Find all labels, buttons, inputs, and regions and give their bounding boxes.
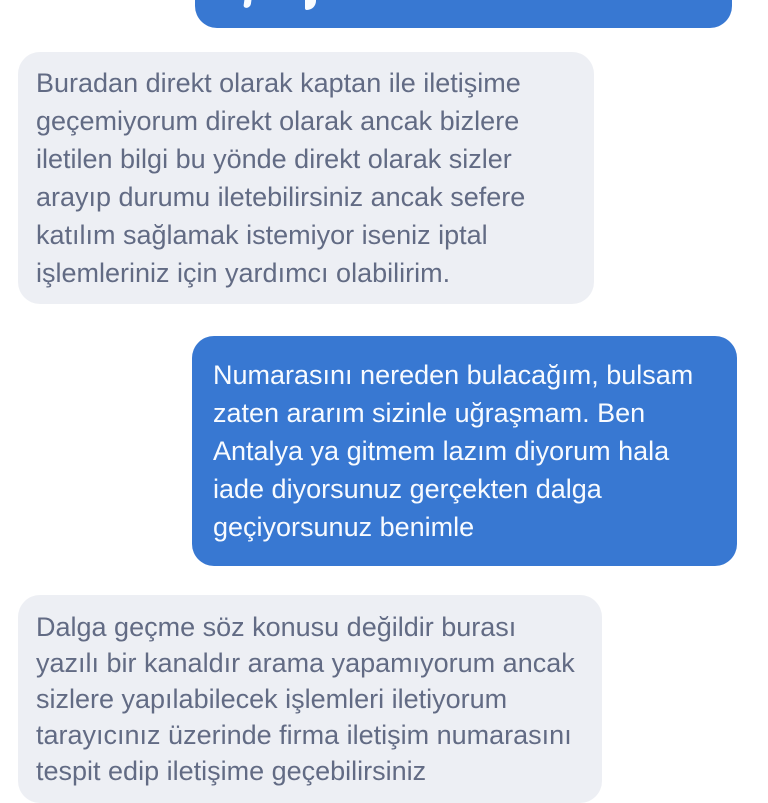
message-line: iletilen bilgi bu yönde direkt olarak sizler (36, 144, 512, 174)
chat-bubble-outgoing[interactable] (192, 336, 737, 566)
cutoff-text-descender (243, 0, 251, 8)
message-line: tespit edip iletişime geçebilirsiniz (36, 756, 427, 786)
message-line: yazılı bir kanaldır arama yapamıyorum ancak (36, 648, 575, 678)
message-line: geçemiyorum direkt olarak ancak bizlere (36, 106, 520, 136)
message-line: Buradan direkt olarak kaptan ile iletişime (36, 68, 521, 98)
message-line: Antalya ya gitmem lazım diyorum hala (213, 436, 670, 466)
message-line: katılım sağlamak istemiyor iseniz iptal (36, 220, 488, 250)
chat-bubble-incoming[interactable] (18, 52, 594, 304)
message-line: arayıp durumu iletebilirsiniz ancak sefere (36, 182, 526, 212)
message-line: iade diyorsunuz gerçekten dalga (213, 474, 602, 504)
message-line: işlemleriniz için yardımcı olabilirim. (36, 258, 451, 288)
cutoff-text-descender (305, 0, 316, 10)
message-line: Dalga geçme söz konusu değildir burası (36, 612, 517, 642)
message-line: tarayıcınız üzerinde firma iletişim numarasını (36, 720, 572, 750)
message-line: zaten ararım sizinle uğraşmam. Ben (213, 398, 646, 428)
chat-bubble-incoming[interactable] (18, 595, 602, 803)
message-line: geçiyorsunuz benimle (213, 512, 475, 542)
chat-bubble-outgoing-cutoff[interactable] (195, 0, 732, 28)
message-line: sizlere yapılabilecek işlemleri iletiyorum (36, 684, 508, 714)
message-line: Numarasını nereden bulacağım, bulsam (213, 360, 694, 390)
